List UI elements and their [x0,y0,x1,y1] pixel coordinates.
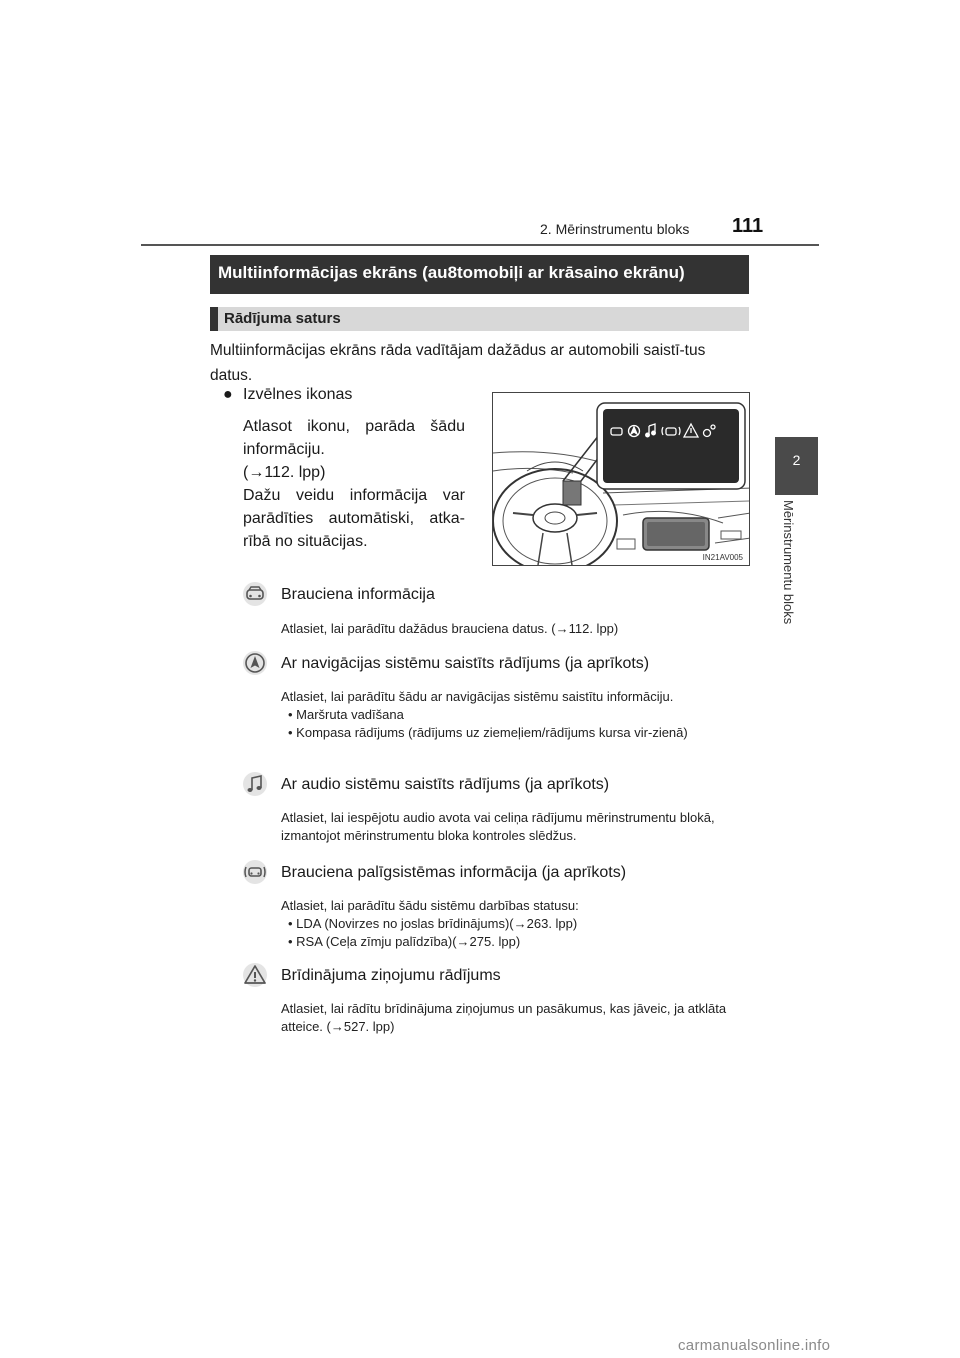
menu-icons-desc-1: Atlasot ikonu, parāda šādu informāciju. [243,418,465,458]
watermark: carmanualsonline.info [678,1337,831,1354]
item-desc: Atlasiet, lai parādītu dažādus brauciena datus. (→112. lpp) [281,621,619,636]
warning-triangle-icon [242,962,268,993]
item-desc: Atlasiet, lai iespējotu audio avota vai celiņa rādījumu mērinstrumentu blokā, izmantojot mērinstrumentu bloka kontroles slēdžus. [281,810,715,843]
menu-icons-description [243,415,465,553]
navigation-icon [242,650,268,681]
menu-icons-label: Izvēlnes ikonas [243,386,353,403]
chapter-title: 2. Mērinstrumentu bloks [540,221,690,237]
car-info-icon [242,581,268,612]
subsection-title: Rādījuma saturs [224,310,341,327]
page-number: 111 [732,215,764,237]
intro-paragraph: Multiinformācijas ekrāns rāda vadītājam dažādus ar automobili saistī-tus datus. [210,342,706,384]
bullet-icon: ● [223,386,233,403]
list-item: • Kompasa rādījums (rādījums uz ziemeļiem/rādījums kursa vir-zienā) [288,725,688,740]
list-item: • LDA (Novirzes no joslas brīdinājums)(→263. lpp) [288,916,578,931]
header-divider [141,244,819,246]
menu-icons-desc-2: (→112. lpp) [243,464,326,481]
music-note-icon [242,771,268,802]
chapter-tab-label: Mērinstrumentu bloks [781,500,796,625]
dashboard-illustration [492,392,750,566]
item-title: Brauciena palīgsistēmas informācija (ja aprīkots) [281,864,627,881]
item-title: Ar navigācijas sistēmu saistīts rādījums (ja aprīkots) [281,655,650,672]
item-desc [281,897,746,951]
figure-code: IN21AV005 [702,553,743,562]
list-item: • Maršruta vadīšana [288,707,404,722]
chapter-tab-number: 2 [792,452,801,468]
list-item: • RSA (Ceļa zīmju palīdzība)(→275. lpp) [288,934,521,949]
driving-assist-icon [242,859,268,890]
item-desc [281,688,746,742]
item-desc-text: Atlasiet, lai parādītu šādu ar navigācijas sistēmu saistītu informāciju. [281,689,674,704]
section-title: Multiinformācijas ekrāns (au8tomobiļi ar krāsaino ekrānu) [218,263,685,282]
item-title: Brauciena informācija [281,586,435,603]
menu-icons-desc-3: Dažu veidu informācija var parādīties automātiski, atka-rībā no situācijas. [243,487,465,550]
item-desc-text: Atlasiet, lai parādītu šādu sistēmu darbības statusu: [281,898,579,913]
item-desc: Atlasiet, lai rādītu brīdinājuma ziņojumus un pasākumus, kas jāveic, ja atklāta atteice. (→527. lpp) [281,1001,727,1034]
subsection-accent [210,307,218,331]
dashboard-drawing [493,393,750,566]
item-title: Brīdinājuma ziņojumu rādījums [281,967,501,984]
item-title: Ar audio sistēmu saistīts rādījums (ja aprīkots) [281,776,610,793]
